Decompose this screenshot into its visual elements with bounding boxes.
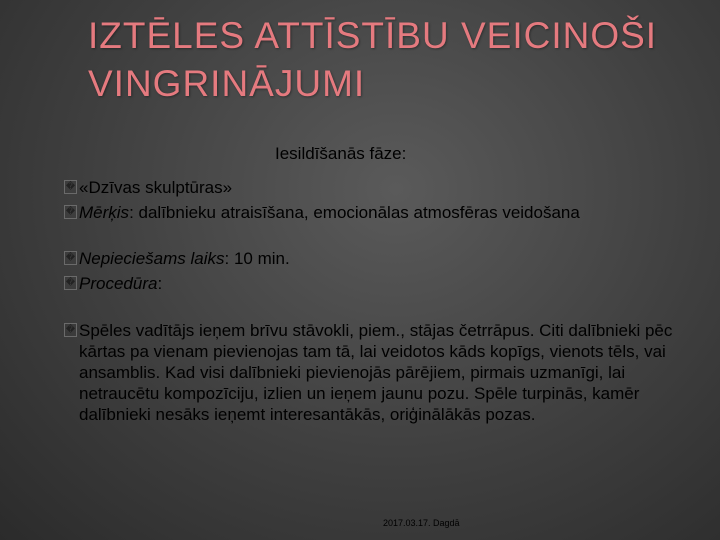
bullet-icon: � [65,182,76,192]
section-heading: Iesildīšanās fāze: [275,144,407,163]
slide-title-line-1: IZTĒLES ATTĪSTĪBU VEICINOŠI [88,15,658,56]
list-item-value: : 10 min. [224,249,290,268]
list-item-text: «Dzīvas skulptūras» [79,178,233,197]
slide-title [88,12,688,108]
list-item-label: Nepieciešams laiks [79,249,225,268]
list-item-value: : dalībnieku atraisīšana, emocionālas atmosfēras veidošana [129,203,580,222]
list-item-text [79,202,659,223]
list-item-value: : [157,274,163,293]
bullet-icon: � [65,278,76,288]
list-item-text [79,273,659,294]
list-item-label: Procedūra [79,274,158,293]
bullet-icon: � [65,253,76,263]
bullet-icon: � [65,325,76,335]
slide-title-line-2: VINGRINĀJUMI [88,63,366,104]
slide-footer: 2017.03.17. Dagdā [383,518,460,528]
list-item-label: Mērķis [79,203,130,222]
bullet-icon: � [65,207,76,217]
list-item-text: Spēles vadītājs ieņem brīvu stāvokli, piem., stājas četrrāpus. Citi dalībnieki pēc kārtas pa vienam pievienojas tam tā, lai veidotos kāds kopīgs, vienots tēls, vai ansamblis. Kad visi dalībnieki pievienojās pārējiem, pirmais uzmanīgi, lai netraucētu kompozīciju, izlien un ieņem jaunu pozu. Spēle turpinās, kamēr dalībnieki nesāks ieņemt interesantākās, oriģinālākās pozas. [79,321,673,424]
list-item-text [79,248,659,269]
